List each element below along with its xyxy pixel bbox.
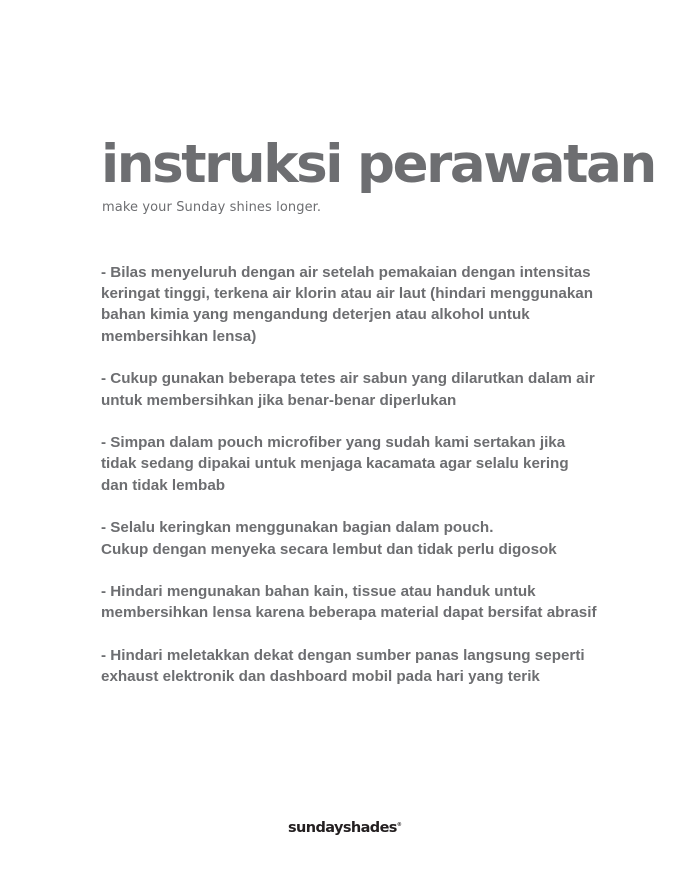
registered-mark: ®: [396, 822, 402, 829]
brand-logo: [288, 820, 402, 836]
instruction-item-avoid-fabric: - Hindari mengunakan bahan kain, tissue atau handuk untuk membersihkan lensa karena beberapa material dapat bersifat abrasif: [101, 583, 597, 622]
page-subtitle: make your Sunday shines longer.: [102, 200, 322, 215]
brand-logo-text: sundayshades: [288, 820, 397, 836]
instruction-item-rinse: - Bilas menyeluruh dengan air setelah pemakaian dengan intensitas keringat tinggi, terkena air klorin atau air laut (hindari menggunakan bahan kimia yang mengandung deterjen atau alkohol untuk membersihkan lensa): [101, 264, 594, 345]
instruction-item-soap: - Cukup gunakan beberapa tetes air sabun yang dilarutkan dalam air untuk membersihkan jika benar-benar diperlukan: [101, 370, 595, 409]
instruction-list: [101, 262, 661, 709]
instruction-item-avoid-heat: - Hindari meletakkan dekat dengan sumber panas langsung seperti exhaust elektronik dan dashboard mobil pada hari yang terik: [101, 647, 585, 686]
instruction-item-drying: - Selalu keringkan menggunakan bagian dalam pouch. Cukup dengan menyeka secara lembut dan tidak perlu digosok: [101, 519, 557, 558]
instruction-item-pouch-storage: - Simpan dalam pouch microfiber yang sudah kami sertakan jika tidak sedang dipakai untuk menjaga kacamata agar selalu kering dan tidak lembab: [101, 434, 569, 494]
page-title: instruksi perawatan: [101, 134, 655, 195]
